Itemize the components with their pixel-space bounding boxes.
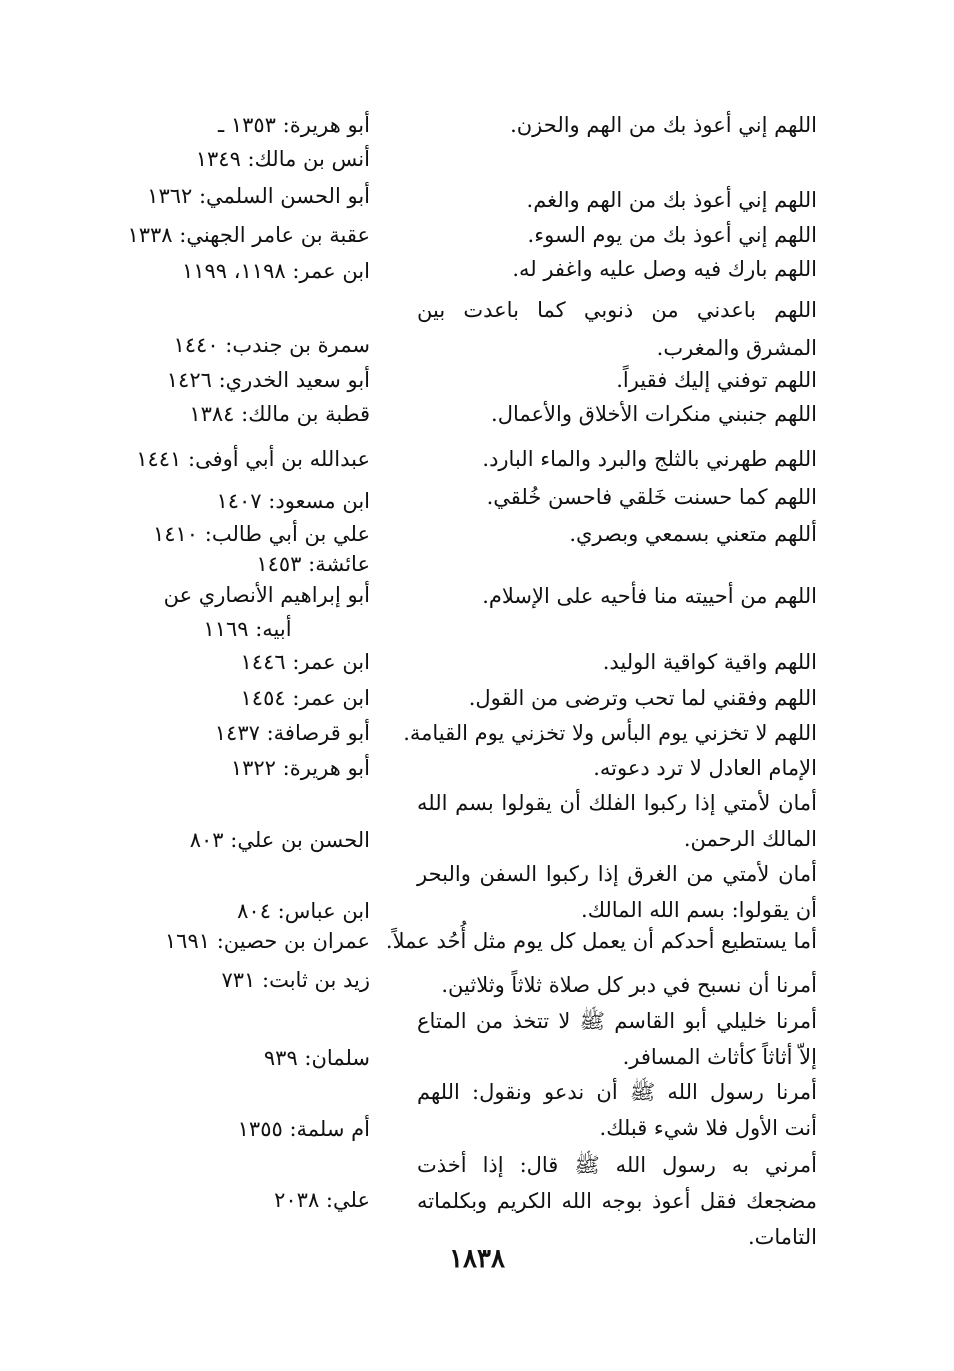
hadith-text: اللهم من أحييته منا فأحيه على الإسلام. [482,584,817,608]
page-number: ١٨٣٨ [449,1244,505,1274]
hadith-text: أمان لأمتي إذا ركبوا الفلك أن يقولوا بسم الله المالك الرحمن. [417,791,817,851]
hadith-text: اللهم بارك فيه وصل عليه واغفر له. [512,257,817,281]
hadith-text: أمان لأمتي من الغرق إذا ركبوا السفن والبحر أن يقولوا: بسم الله المالك. [417,862,817,922]
narrator-ref: سلمان: ٩٣٩ [263,1046,370,1070]
narrator-ref: سمرة بن جندب: ١٤٤٠ [173,333,370,357]
narrator-ref: الحسن بن علي: ٨٠٣ [189,828,370,852]
hadith-text: اللهم كما حسنت خَلقي فاحسن خُلقي. [486,485,817,509]
hadith-text: اللهم باعدني من ذنوبي كما باعدت بين المشرق والمغرب. [417,298,817,360]
hadith-text: اللهم توفني إليك فقيراً. [616,368,817,392]
narrator-ref: أبو هريرة: ١٣٢٢ [230,756,370,780]
narrator-ref: عبدالله بن أبي أوفى: ١٤٤١ [136,447,370,471]
hadith-text: اللهم طهرني بالثلج والبرد والماء البارد. [482,447,817,471]
narrator-ref: علي بن أبي طالب: ١٤١٠ [152,522,370,546]
hadith-text: أمرنا خليلي أبو القاسم ﷺ لا تتخذ من المتاع إلاّ أثاثاً كأثاث المسافر. [417,1009,817,1069]
hadith-text: اللهم واقية كواقية الوليد. [602,650,817,674]
narrator-ref: أبو الحسن السلمي: ١٣٦٢ [147,184,370,208]
hadith-text: أمرني به رسول الله ﷺ قال: إذا أخذت مضجعك فقل أعوذ بوجه الله الكريم وبكلماته التامات. [417,1153,817,1249]
narrator-ref: عقبة بن عامر الجهني: ١٣٣٨ [127,223,370,247]
narrator-ref: أنس بن مالك: ١٣٤٩ [195,147,370,171]
hadith-text: اللهم إني أعوذ بك من الهم والحزن. [510,113,817,137]
narrator-ref: أبو إبراهيم الأنصاري عن أبيه: ١١٦٩ [163,583,370,641]
hadith-text: أمرنا رسول الله ﷺ أن ندعو ونقول: اللهم أنت الأول فلا شيء قبلك. [417,1080,817,1140]
narrator-ref: أبو هريرة: ١٣٥٣ ـ [217,113,370,137]
narrator-ref: ابن عمر: ١١٩٨، ١١٩٩ [181,259,370,283]
narrator-ref: أم سلمة: ١٣٥٥ [237,1117,370,1141]
hadith-text: اللهم وفقني لما تحب وترضى من القول. [468,686,817,710]
narrator-ref: ابن عمر: ١٤٥٤ [240,686,370,710]
hadith-text: اللهم إني أعوذ بك من يوم السوء. [527,223,817,247]
hadith-text: أمرنا أن نسبح في دبر كل صلاة ثلاثاً وثلاثين. [441,973,817,997]
hadith-text: الإمام العادل لا ترد دعوته. [593,756,817,780]
narrator-ref: علي: ٢٠٣٨ [274,1188,370,1212]
hadith-text: أما يستطيع أحدكم أن يعمل كل يوم مثل أُحُد عملاً. [385,929,817,953]
hadith-text: اللهم لا تخزني يوم البأس ولا تخزني يوم القيامة. [403,721,817,745]
narrator-ref: أبو سعيد الخدري: ١٤٢٦ [166,368,370,392]
narrator-ref: زيد بن ثابت: ٧٣١ [221,968,370,992]
narrator-ref: ابن مسعود: ١٤٠٧ [216,489,370,513]
hadith-text: اللهم جنبني منكرات الأخلاق والأعمال. [491,402,817,426]
hadith-text: أللهم متعني بسمعي وبصري. [569,522,817,546]
narrator-ref: ابن عباس: ٨٠٤ [237,899,370,923]
narrator-ref: أبو قرصافة: ١٤٣٧ [214,721,370,745]
narrator-ref: عائشة: ١٤٥٣ [256,552,370,576]
narrator-ref: ابن عمر: ١٤٤٦ [240,650,370,674]
narrator-ref: عمران بن حصين: ١٦٩١ [164,929,370,953]
narrator-ref: قطبة بن مالك: ١٣٨٤ [189,402,370,426]
hadith-text: اللهم إني أعوذ بك من الهم والغم. [526,188,817,212]
